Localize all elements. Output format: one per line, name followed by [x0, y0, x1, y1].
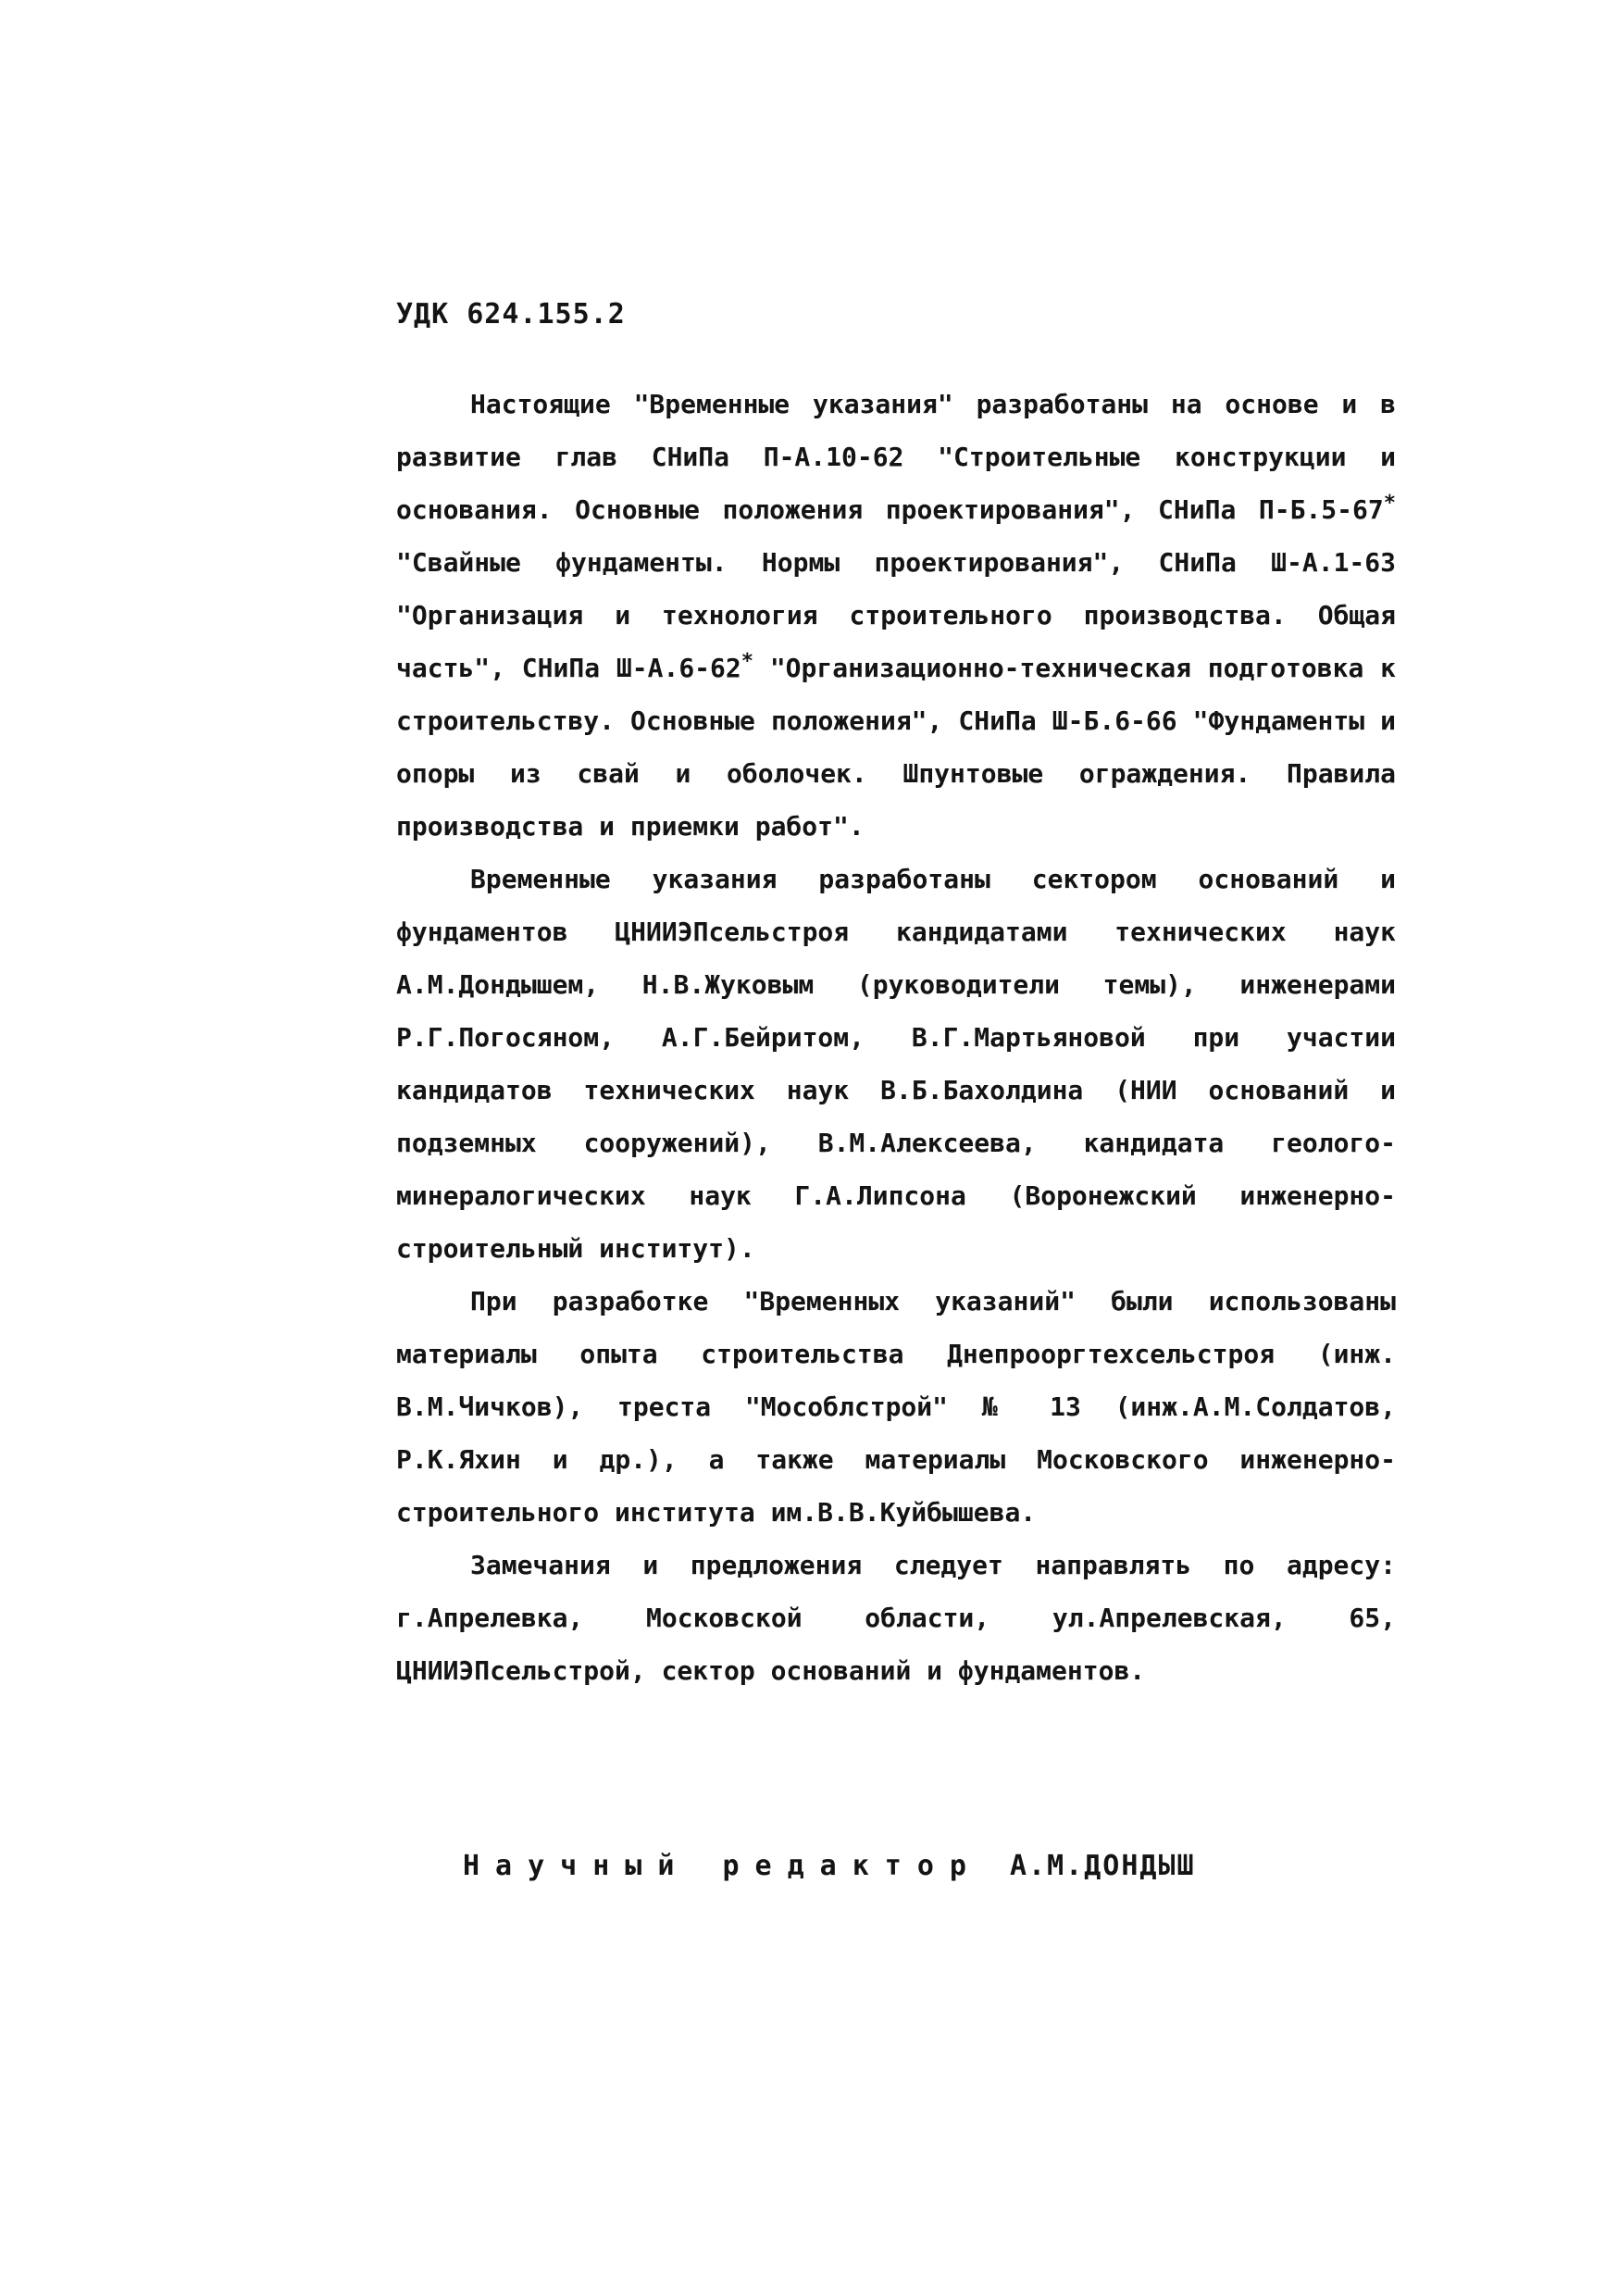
paragraph-sources [396, 378, 1396, 853]
document-body [396, 378, 1396, 1697]
paragraph-sources-part-3: "Организационно-техническая подготовка к строительству. Основные положения", СНиПа Ш-Б.6-66 "Фундаменты и опоры из свай и оболочек. Шпунтовые ограждения. Правила производства и приемки работ". [396, 653, 1397, 842]
paragraph-authors: Временные указания разработаны сектором оснований и фундаментов ЦНИИЭПсельстроя кандидатами технических наук А.М.Дондышем, Н.В.Жуковым (руководители темы), инженерами Р.Г.Погосяном, А.Г.Бейритом, В.Г.Мартьяновой при участии кандидатов технических наук В.Б.Бахолдина (НИИ оснований и подземных сооружений), В.М.Алексеева, кандидата геолого-минералогических наук Г.А.Липсона (Воронежский инженерно-строительный институт). [396, 864, 1396, 1264]
footnote-asterisk: * [1383, 492, 1396, 515]
paragraph-sources-part-1: Настоящие "Временные указания" разработаны на основе и в развитие глав СНиПа П-А.10-62 "Строительные конструкции и основания. Основные положения проектирования", СНиПа П-Б.5-67 [396, 389, 1396, 525]
footnote-asterisk: * [741, 650, 754, 673]
editor-role: Научный редактор [463, 1850, 982, 1882]
editor-name: А.М.ДОНДЫШ [1009, 1850, 1196, 1882]
paragraph-materials: При разработке "Временных указаний" были использованы материалы опыта строительства Днепрооргтехсельстроя (инж. В.М.Чичков), треста "Мособлстрой" № 13 (инж.А.М.Солдатов, Р.К.Яхин и др.), а также материалы Московского инженерно-строительного института им.В.В.Куйбышева. [396, 1286, 1396, 1528]
udk-code: УДК 624.155.2 [396, 298, 626, 331]
paragraph-sources-part-2: "Свайные фундаменты. Нормы проектирования", СНиПа Ш-А.1-63 "Организация и технология строительного производства. Общая часть", СНиПа Ш-А.6-62 [396, 547, 1396, 683]
paragraph-address: Замечания и предложения следует направлять по адресу: г.Апрелевка, Московской области, ул.Апрелевская, 65, ЦНИИЭПсельстрой, сектор оснований и фундаментов. [396, 1550, 1396, 1686]
scientific-editor [463, 1850, 1196, 1882]
